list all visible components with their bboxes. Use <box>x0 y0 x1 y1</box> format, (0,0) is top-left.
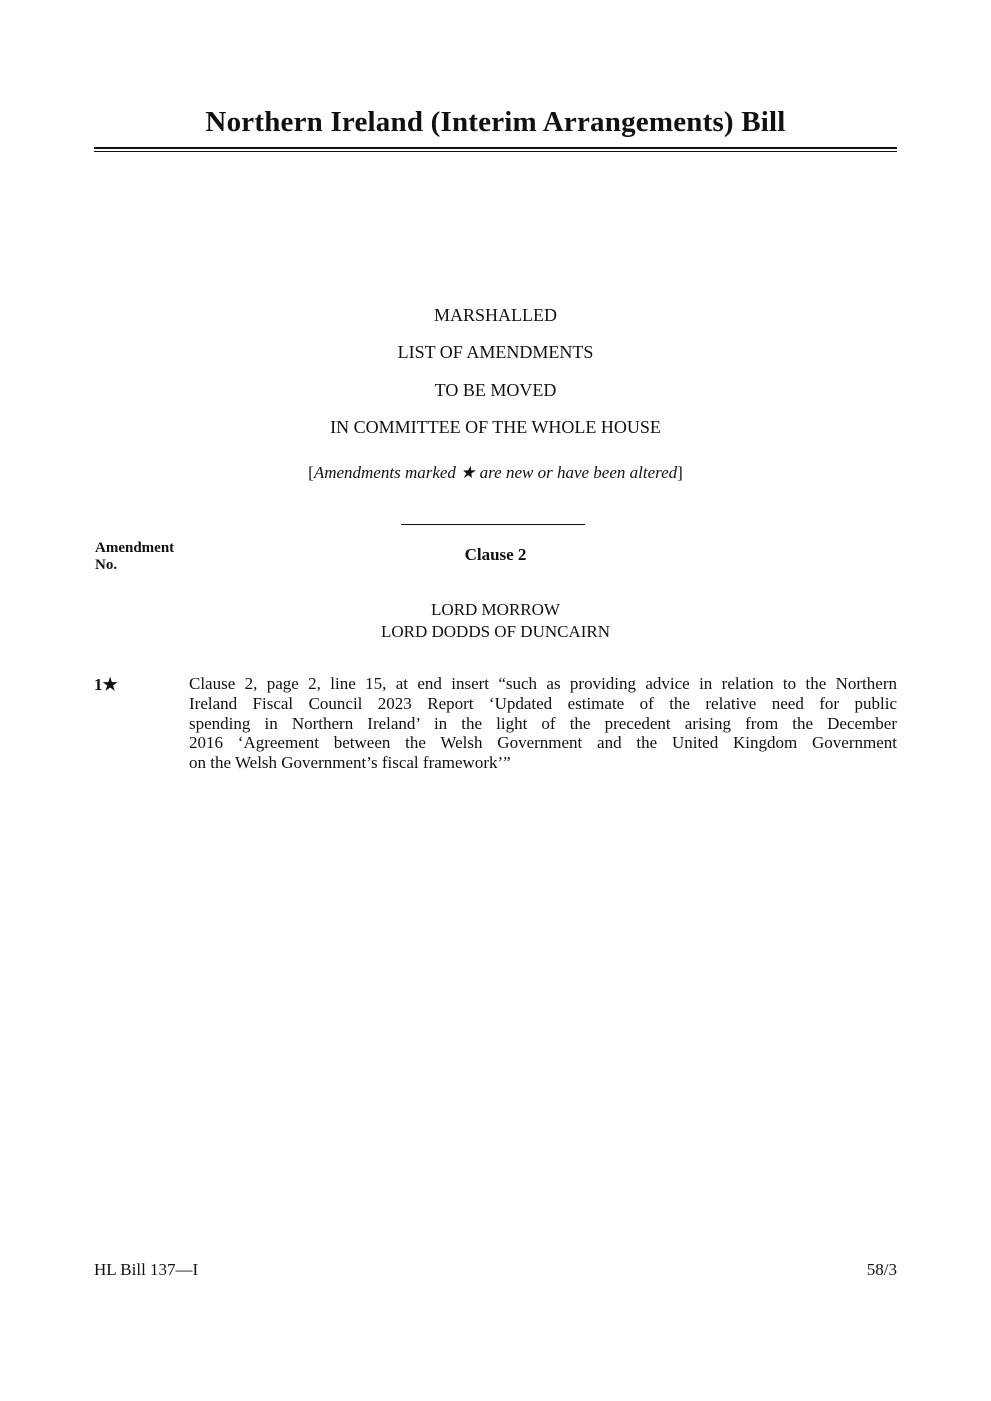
amendment-text <box>189 674 897 773</box>
bracket-close: ] <box>677 463 683 482</box>
header-line: Amendment <box>95 540 175 556</box>
title-rule-thin <box>94 151 897 152</box>
heading-line: MARSHALLED <box>433 305 557 325</box>
amendment-number: 1★ <box>94 675 118 694</box>
mover-name: LORD MORROW <box>431 600 560 619</box>
section-divider <box>401 524 585 525</box>
heading-line: LIST OF AMENDMENTS <box>397 342 594 362</box>
amendment-line: spending in Northern Ireland’ in the light of the precedent arising from the December <box>189 713 897 733</box>
mover-name: LORD DODDS OF DUNCAIRN <box>380 622 611 641</box>
amendment-line: 2016 ‘Agreement between the Welsh Government and the United Kingdom Government <box>189 733 897 753</box>
print-reference: 58/3 <box>866 1260 897 1279</box>
bill-reference: HL Bill 137—I <box>94 1260 199 1279</box>
heading-line: TO BE MOVED <box>434 380 557 400</box>
note-text: Amendments marked ★ are new or have been altered <box>313 463 678 482</box>
amendment-line: on the Welsh Government’s fiscal framework’” <box>189 753 511 773</box>
amendments-note <box>0 463 991 483</box>
amendment-line: Ireland Fiscal Council 2023 Report ‘Updated estimate of the relative need for public <box>189 693 897 713</box>
heading-line: IN COMMITTEE OF THE WHOLE HOUSE <box>330 417 661 437</box>
bill-title: Northern Ireland (Interim Arrangements) Bill <box>205 106 786 138</box>
clause-heading: Clause 2 <box>464 545 527 564</box>
amendment-line: Clause 2, page 2, line 15, at end insert “such as providing advice in relation to the Northern <box>189 674 897 693</box>
bracket-open: [ <box>308 463 314 482</box>
title-rule-thick <box>94 147 897 149</box>
header-line: No. <box>95 557 118 573</box>
